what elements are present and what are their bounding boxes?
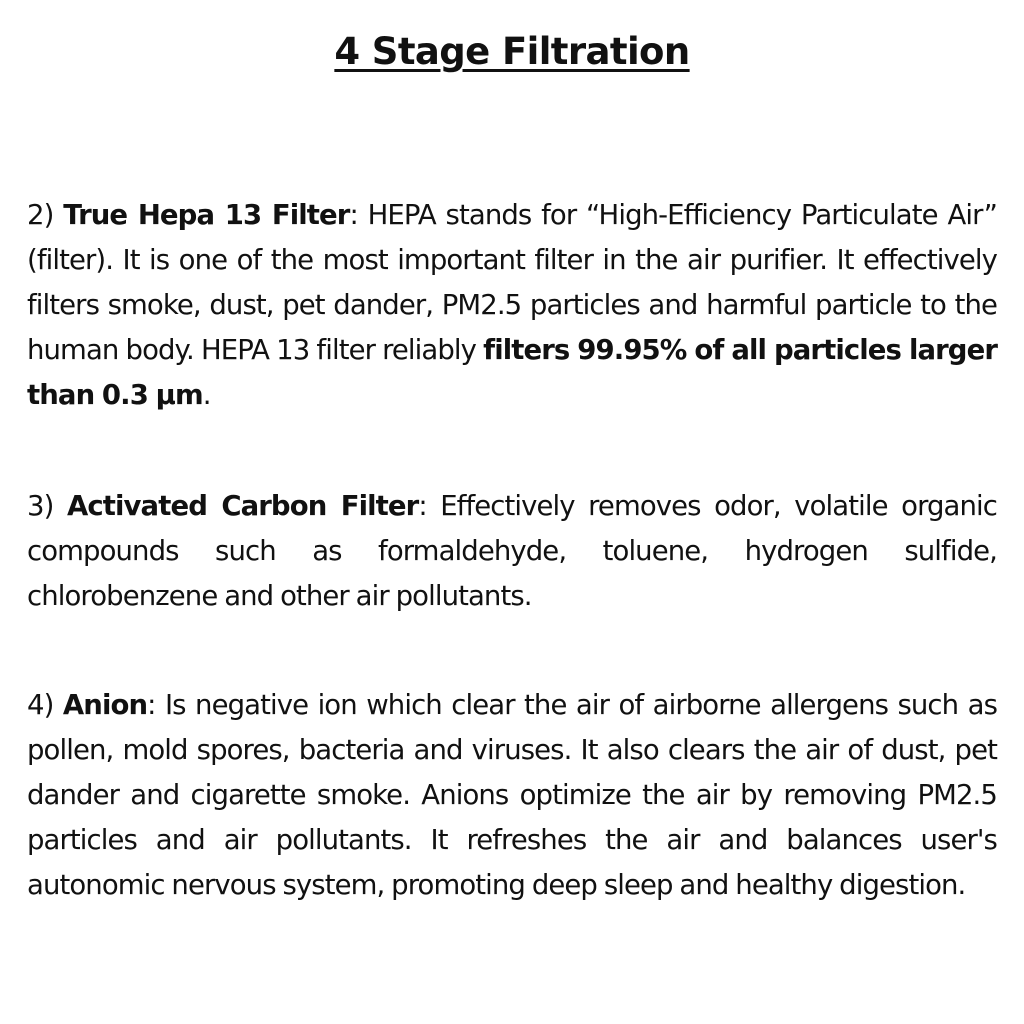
section-body: : Is negative ion which clear the air of airborne allergens such as pollen, mold spores, bacteria and viruses. It also clears the air of dust, pet dander and cigarette smoke. Anions optimize the air by removing PM2.5 particles and air pollutants. It refreshes the air and balances user's autonomic nervous system, promoting deep sleep and healthy digestion. — [27, 689, 998, 901]
section-activated-carbon-filter — [27, 484, 997, 619]
section-heading: Anion — [62, 689, 148, 721]
section-number: 2) — [27, 199, 54, 231]
page-title: 4 Stage Filtration — [334, 30, 690, 73]
section-body: : HEPA stands for “High-Efficiency Particulate Air” (filter). It is one of the most important filter in the air purifier. It effectively filters smoke, dust, pet dander, PM2.5 particles and harmful particle to the human body. HEPA 13 filter reliably — [27, 199, 998, 366]
section-body-emphasis: filters 99.95% of all particles larger than 0.3 μm — [27, 334, 997, 411]
section-true-hepa-13-filter — [27, 193, 997, 418]
section-number: 3) — [27, 490, 54, 522]
section-body-end: . — [202, 379, 211, 411]
section-number: 4) — [27, 689, 54, 721]
section-heading: Activated Carbon Filter — [66, 490, 419, 522]
section-anion — [27, 683, 997, 908]
section-heading: True Hepa 13 Filter — [63, 199, 350, 231]
section-body: : Effectively removes odor, volatile organic compounds such as formaldehyde, toluene, hydrogen sulfide, chlorobenzene and other air pollutants. — [27, 490, 997, 612]
